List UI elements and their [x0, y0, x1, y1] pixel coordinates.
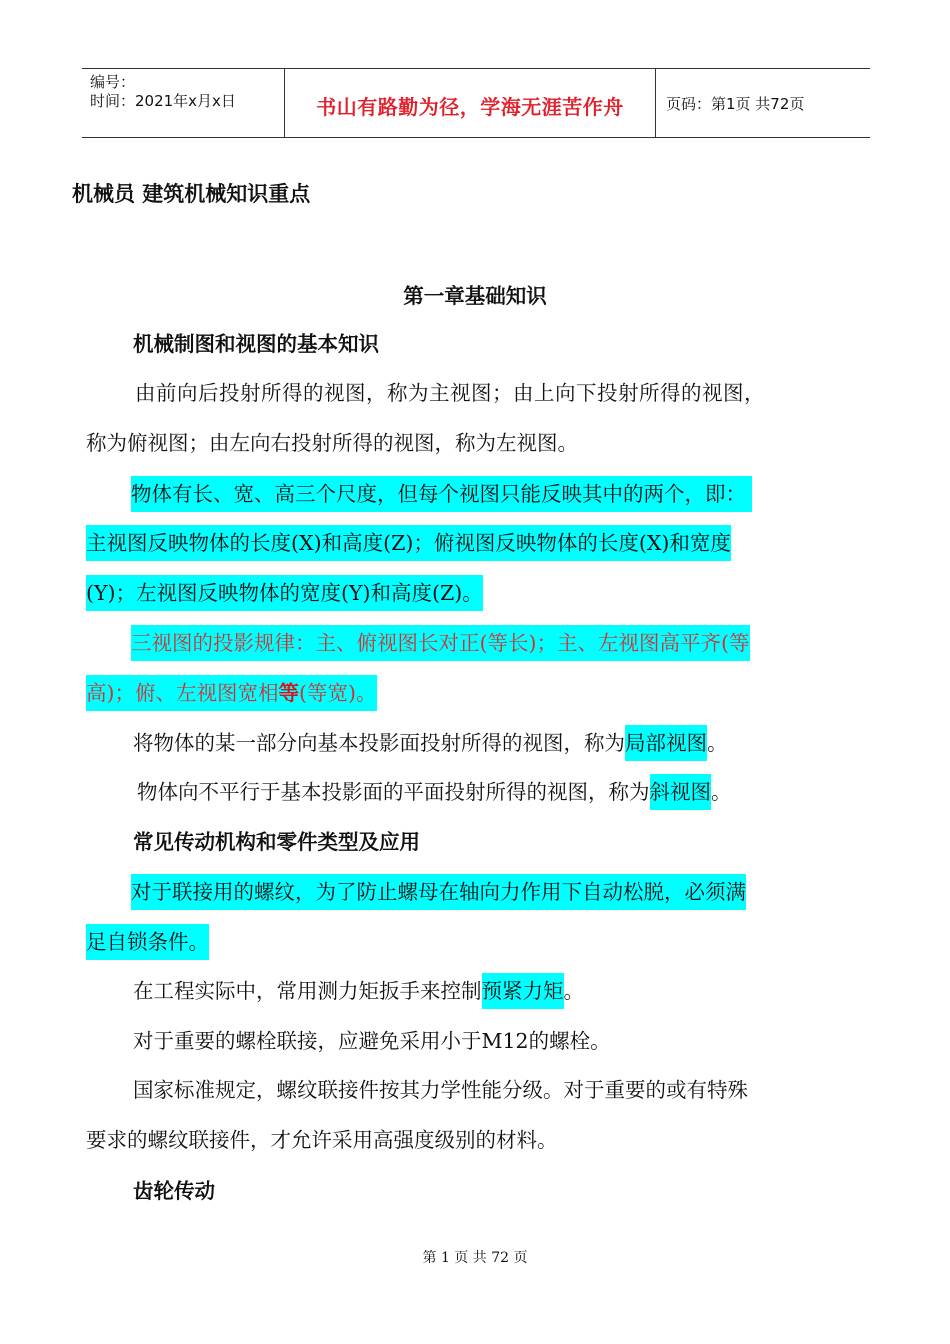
highlighted-line	[131, 481, 752, 507]
text-run: 。	[707, 731, 728, 755]
paragraph-line: 要求的螺纹联接件，才允许采用高强度级别的材料。	[86, 1128, 558, 1152]
paragraph-line	[133, 730, 728, 756]
header-motto: 书山有路勤为径，学海无涯苦作舟	[316, 95, 624, 119]
highlight: 物体有长、宽、高三个尺度，但每个视图只能反映其中的两个，即：	[131, 476, 752, 512]
highlight: 三视图的投影规律：主、俯视图长对正(等长)；主、左视图高平齐(等	[131, 625, 750, 661]
section-heading: 齿轮传动	[133, 1179, 215, 1203]
page-footer: 第 1 页 共 72 页	[422, 1250, 528, 1266]
text-run: 在工程实际中，常用测力矩扳手来控制	[133, 979, 482, 1003]
text-run: 高)；俯、左视图宽相	[86, 681, 279, 705]
highlighted-line	[131, 879, 746, 905]
emphasis-run: 等	[278, 681, 299, 705]
chapter-title: 第一章基础知识	[403, 284, 547, 308]
page-header-table	[82, 68, 870, 138]
text-run: 。	[711, 780, 732, 804]
paragraph-line: 由前向后投射所得的视图，称为主视图；由上向下投射所得的视图，	[135, 381, 765, 405]
highlight: 主视图反映物体的长度(X)和高度(Z)；俯视图反映物体的长度(X)和宽度	[86, 525, 731, 561]
date-label: 时间：2021年x月x日	[90, 92, 236, 110]
header-left-cell	[82, 69, 284, 137]
serial-label: 编号：	[90, 73, 136, 91]
highlight-term: 局部视图	[625, 725, 707, 761]
highlighted-red-line	[131, 630, 750, 656]
highlight-term: 斜视图	[650, 774, 712, 810]
text-run: (等宽)。	[299, 681, 377, 705]
text-run: 将物体的某一部分向基本投影面投射所得的视图，称为	[133, 731, 625, 755]
paragraph-line: 对于重要的螺栓联接，应避免采用小于M12的螺栓。	[133, 1029, 611, 1053]
document-title: 机械员 建筑机械知识重点	[72, 182, 311, 206]
header-center-cell	[284, 69, 656, 137]
highlight: (Y)；左视图反映物体的宽度(Y)和高度(Z)。	[86, 575, 483, 611]
highlighted-red-line	[86, 680, 377, 706]
paragraph-line: 称为俯视图；由左向右投射所得的视图，称为左视图。	[86, 431, 578, 455]
highlighted-line	[86, 580, 483, 606]
header-right-cell	[654, 69, 870, 137]
section-heading: 常见传动机构和零件类型及应用	[133, 830, 420, 854]
highlighted-line	[86, 530, 731, 556]
highlight-term: 预紧力矩	[482, 973, 564, 1009]
header-page-label: 页码：第1页 共72页	[666, 94, 805, 113]
section-heading: 机械制图和视图的基本知识	[133, 332, 379, 356]
highlight: 对于联接用的螺纹，为了防止螺母在轴向力作用下自动松脱，必须满	[131, 874, 746, 910]
text-run: 。	[563, 979, 584, 1003]
paragraph-line: 国家标准规定，螺纹联接件按其力学性能分级。对于重要的或有特殊	[133, 1078, 748, 1102]
text-run: 物体向不平行于基本投影面的平面投射所得的视图，称为	[137, 780, 650, 804]
paragraph-line	[133, 978, 584, 1004]
paragraph-line	[137, 779, 732, 805]
highlight	[86, 675, 377, 711]
highlight: 足自锁条件。	[86, 924, 209, 960]
highlighted-line	[86, 929, 209, 955]
